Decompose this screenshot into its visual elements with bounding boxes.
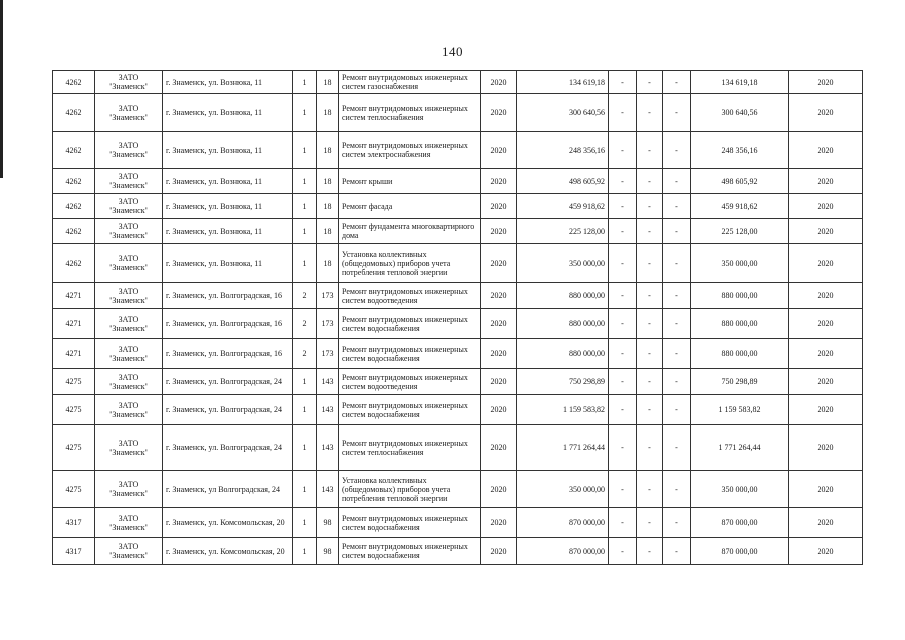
row-dash-1: - <box>609 538 637 565</box>
row-code: 4275 <box>53 395 95 425</box>
municipality-line-2: "Знаменск" <box>109 206 148 215</box>
row-year: 2020 <box>481 369 517 395</box>
municipality-line-1: ЗАТО <box>118 222 139 231</box>
table-row <box>53 425 863 471</box>
row-dash-3: - <box>663 425 691 471</box>
row-year: 2020 <box>481 132 517 169</box>
row-floors: 2 <box>293 283 317 309</box>
row-cost: 750 298,89 <box>517 369 609 395</box>
table-row <box>53 94 863 132</box>
row-work-type: Ремонт внутридомовых инженерных систем электроснабжения <box>339 132 481 169</box>
row-apartments: 18 <box>317 169 339 194</box>
municipality-line-1: ЗАТО <box>118 372 139 382</box>
row-work-type: Ремонт крыши <box>339 169 481 194</box>
row-cost: 459 918,62 <box>517 194 609 219</box>
municipality-line-2: "Знаменск" <box>109 263 148 272</box>
row-work-type: Ремонт внутридомовых инженерных систем водоснабжения <box>339 339 481 369</box>
row-total: 1 771 264,44 <box>691 425 789 471</box>
row-year: 2020 <box>481 309 517 339</box>
row-work-type: Ремонт внутридомовых инженерных систем водоснабжения <box>339 538 481 565</box>
row-total: 350 000,00 <box>691 244 789 283</box>
row-end-year: 2020 <box>789 508 863 538</box>
row-apartments: 18 <box>317 71 339 94</box>
municipality-line-2: "Знаменск" <box>109 551 148 560</box>
row-apartments: 173 <box>317 283 339 309</box>
row-dash-3: - <box>663 194 691 219</box>
row-dash-2: - <box>637 425 663 471</box>
municipality-line-2: "Знаменск" <box>109 82 148 91</box>
row-year: 2020 <box>481 94 517 132</box>
row-code: 4317 <box>53 508 95 538</box>
row-work-type: Ремонт внутридомовых инженерных систем водоснабжения <box>339 309 481 339</box>
row-address: г. Знаменск, ул. Вознюка, 11 <box>163 194 293 219</box>
row-municipality <box>95 425 163 471</box>
row-apartments: 18 <box>317 194 339 219</box>
row-year: 2020 <box>481 169 517 194</box>
table-row <box>53 169 863 194</box>
row-municipality <box>95 194 163 219</box>
row-dash-1: - <box>609 369 637 395</box>
row-dash-2: - <box>637 132 663 169</box>
row-apartments: 143 <box>317 369 339 395</box>
row-address: г. Знаменск, ул. Вознюка, 11 <box>163 169 293 194</box>
municipality-line-1: ЗАТО <box>118 73 139 82</box>
row-end-year: 2020 <box>789 339 863 369</box>
row-cost: 134 619,18 <box>517 71 609 94</box>
row-dash-2: - <box>637 219 663 244</box>
row-apartments: 18 <box>317 244 339 283</box>
row-total: 1 159 583,82 <box>691 395 789 425</box>
row-code: 4262 <box>53 169 95 194</box>
table-row <box>53 395 863 425</box>
row-apartments: 18 <box>317 132 339 169</box>
table-row <box>53 194 863 219</box>
row-cost: 350 000,00 <box>517 244 609 283</box>
row-address: г. Знаменск, ул. Волгоградская, 16 <box>163 309 293 339</box>
row-floors: 1 <box>293 194 317 219</box>
row-municipality <box>95 169 163 194</box>
row-floors: 1 <box>293 369 317 395</box>
municipality-line-1: ЗАТО <box>118 400 139 410</box>
row-address: г. Знаменск, ул Волгоградская, 24 <box>163 471 293 508</box>
row-year: 2020 <box>481 538 517 565</box>
row-cost: 225 128,00 <box>517 219 609 244</box>
row-code: 4262 <box>53 94 95 132</box>
row-municipality <box>95 94 163 132</box>
row-dash-2: - <box>637 194 663 219</box>
table-row <box>53 283 863 309</box>
municipality-line-1: ЗАТО <box>118 480 139 489</box>
row-cost: 870 000,00 <box>517 508 609 538</box>
row-total: 350 000,00 <box>691 471 789 508</box>
municipality-line-1: ЗАТО <box>118 172 139 181</box>
row-cost: 498 605,92 <box>517 169 609 194</box>
row-work-type: Установка коллективных (общедомовых) приборов учета потребления тепловой энергии <box>339 244 481 283</box>
row-end-year: 2020 <box>789 94 863 132</box>
row-dash-1: - <box>609 508 637 538</box>
row-code: 4262 <box>53 219 95 244</box>
row-municipality <box>95 309 163 339</box>
row-address: г. Знаменск, ул. Волгоградская, 24 <box>163 425 293 471</box>
municipality-line-2: "Знаменск" <box>109 353 148 363</box>
row-dash-3: - <box>663 71 691 94</box>
row-total: 459 918,62 <box>691 194 789 219</box>
row-year: 2020 <box>481 471 517 508</box>
table-row <box>53 244 863 283</box>
row-total: 870 000,00 <box>691 508 789 538</box>
row-address: г. Знаменск, ул. Волгоградская, 24 <box>163 369 293 395</box>
row-address: г. Знаменск, ул. Комсомольская, 20 <box>163 538 293 565</box>
row-address: г. Знаменск, ул. Волгоградская, 24 <box>163 395 293 425</box>
row-dash-3: - <box>663 309 691 339</box>
row-dash-2: - <box>637 538 663 565</box>
row-work-type: Ремонт фасада <box>339 194 481 219</box>
row-dash-3: - <box>663 244 691 283</box>
row-cost: 300 640,56 <box>517 94 609 132</box>
row-work-type: Ремонт внутридомовых инженерных систем водоснабжения <box>339 395 481 425</box>
municipality-line-2: "Знаменск" <box>109 323 148 333</box>
row-year: 2020 <box>481 339 517 369</box>
row-address: г. Знаменск, ул. Вознюка, 11 <box>163 132 293 169</box>
row-end-year: 2020 <box>789 369 863 395</box>
row-dash-3: - <box>663 395 691 425</box>
row-address: г. Знаменск, ул. Вознюка, 11 <box>163 71 293 94</box>
row-dash-3: - <box>663 283 691 309</box>
row-dash-3: - <box>663 219 691 244</box>
row-apartments: 173 <box>317 309 339 339</box>
row-dash-1: - <box>609 71 637 94</box>
row-work-type: Ремонт внутридомовых инженерных систем газоснабжения <box>339 71 481 94</box>
row-total: 880 000,00 <box>691 339 789 369</box>
row-dash-1: - <box>609 339 637 369</box>
row-municipality <box>95 538 163 565</box>
municipality-line-2: "Знаменск" <box>109 409 148 419</box>
row-end-year: 2020 <box>789 471 863 508</box>
row-dash-1: - <box>609 395 637 425</box>
table-row <box>53 339 863 369</box>
row-code: 4317 <box>53 538 95 565</box>
row-cost: 1 159 583,82 <box>517 395 609 425</box>
municipality-line-2: "Знаменск" <box>109 447 148 457</box>
row-code: 4275 <box>53 425 95 471</box>
municipality-line-1: ЗАТО <box>118 513 139 523</box>
row-municipality <box>95 283 163 309</box>
row-cost: 880 000,00 <box>517 309 609 339</box>
row-end-year: 2020 <box>789 309 863 339</box>
row-code: 4271 <box>53 339 95 369</box>
row-end-year: 2020 <box>789 538 863 565</box>
row-end-year: 2020 <box>789 244 863 283</box>
row-cost: 880 000,00 <box>517 339 609 369</box>
row-dash-3: - <box>663 339 691 369</box>
row-code: 4262 <box>53 71 95 94</box>
municipality-line-1: ЗАТО <box>118 254 139 263</box>
table-row <box>53 71 863 94</box>
row-floors: 1 <box>293 219 317 244</box>
row-dash-2: - <box>637 395 663 425</box>
table-row <box>53 132 863 169</box>
row-dash-3: - <box>663 169 691 194</box>
row-apartments: 173 <box>317 339 339 369</box>
row-dash-2: - <box>637 283 663 309</box>
row-municipality <box>95 395 163 425</box>
row-apartments: 143 <box>317 425 339 471</box>
row-year: 2020 <box>481 219 517 244</box>
row-code: 4275 <box>53 471 95 508</box>
row-floors: 1 <box>293 244 317 283</box>
row-floors: 1 <box>293 94 317 132</box>
row-dash-2: - <box>637 508 663 538</box>
row-work-type: Ремонт внутридомовых инженерных систем водоснабжения <box>339 508 481 538</box>
row-code: 4262 <box>53 244 95 283</box>
row-dash-1: - <box>609 94 637 132</box>
row-dash-2: - <box>637 309 663 339</box>
scan-edge <box>0 0 3 178</box>
row-year: 2020 <box>481 395 517 425</box>
row-code: 4271 <box>53 283 95 309</box>
row-end-year: 2020 <box>789 169 863 194</box>
row-floors: 1 <box>293 471 317 508</box>
row-address: г. Знаменск, ул. Волгоградская, 16 <box>163 283 293 309</box>
row-apartments: 143 <box>317 395 339 425</box>
row-address: г. Знаменск, ул. Вознюка, 11 <box>163 244 293 283</box>
row-work-type: Установка коллективных (общедомовых) приборов учета потребления тепловой энергии <box>339 471 481 508</box>
row-floors: 1 <box>293 538 317 565</box>
row-end-year: 2020 <box>789 395 863 425</box>
row-dash-2: - <box>637 471 663 508</box>
row-municipality <box>95 219 163 244</box>
row-total: 248 356,16 <box>691 132 789 169</box>
row-floors: 1 <box>293 395 317 425</box>
row-dash-1: - <box>609 244 637 283</box>
row-total: 134 619,18 <box>691 71 789 94</box>
row-floors: 1 <box>293 132 317 169</box>
municipality-line-2: "Знаменск" <box>109 112 148 122</box>
row-municipality <box>95 244 163 283</box>
row-dash-1: - <box>609 471 637 508</box>
row-year: 2020 <box>481 194 517 219</box>
row-dash-3: - <box>663 369 691 395</box>
row-floors: 1 <box>293 425 317 471</box>
row-municipality <box>95 132 163 169</box>
municipality-line-1: ЗАТО <box>118 103 139 113</box>
row-municipality <box>95 71 163 94</box>
row-dash-2: - <box>637 369 663 395</box>
row-dash-2: - <box>637 244 663 283</box>
row-work-type: Ремонт внутридомовых инженерных систем водоотведения <box>339 369 481 395</box>
municipality-line-1: ЗАТО <box>118 542 139 551</box>
row-total: 498 605,92 <box>691 169 789 194</box>
row-address: г. Знаменск, ул. Вознюка, 11 <box>163 219 293 244</box>
municipality-line-1: ЗАТО <box>118 141 139 150</box>
row-year: 2020 <box>481 283 517 309</box>
row-total: 750 298,89 <box>691 369 789 395</box>
row-cost: 248 356,16 <box>517 132 609 169</box>
row-apartments: 18 <box>317 219 339 244</box>
row-code: 4275 <box>53 369 95 395</box>
row-cost: 870 000,00 <box>517 538 609 565</box>
row-floors: 2 <box>293 309 317 339</box>
row-dash-1: - <box>609 283 637 309</box>
row-municipality <box>95 369 163 395</box>
row-cost: 350 000,00 <box>517 471 609 508</box>
row-work-type: Ремонт внутридомовых инженерных систем водоотведения <box>339 283 481 309</box>
row-floors: 1 <box>293 169 317 194</box>
row-address: г. Знаменск, ул. Вознюка, 11 <box>163 94 293 132</box>
row-apartments: 98 <box>317 508 339 538</box>
row-year: 2020 <box>481 244 517 283</box>
municipality-line-1: ЗАТО <box>118 438 139 448</box>
row-dash-3: - <box>663 471 691 508</box>
table-row <box>53 538 863 565</box>
row-dash-2: - <box>637 169 663 194</box>
row-apartments: 143 <box>317 471 339 508</box>
municipality-line-2: "Знаменск" <box>109 522 148 532</box>
row-year: 2020 <box>481 71 517 94</box>
row-year: 2020 <box>481 425 517 471</box>
row-dash-2: - <box>637 94 663 132</box>
municipality-line-2: "Знаменск" <box>109 231 148 240</box>
row-apartments: 18 <box>317 94 339 132</box>
row-apartments: 98 <box>317 538 339 565</box>
row-floors: 2 <box>293 339 317 369</box>
municipality-line-2: "Знаменск" <box>109 150 148 159</box>
municipality-line-2: "Знаменск" <box>109 489 148 498</box>
row-end-year: 2020 <box>789 71 863 94</box>
municipality-line-1: ЗАТО <box>118 286 139 296</box>
municipality-line-1: ЗАТО <box>118 344 139 354</box>
table-row <box>53 369 863 395</box>
row-dash-1: - <box>609 132 637 169</box>
row-work-type: Ремонт внутридомовых инженерных систем теплоснабжения <box>339 425 481 471</box>
row-total: 225 128,00 <box>691 219 789 244</box>
row-municipality <box>95 471 163 508</box>
row-municipality <box>95 508 163 538</box>
row-dash-1: - <box>609 194 637 219</box>
row-end-year: 2020 <box>789 194 863 219</box>
table-row <box>53 219 863 244</box>
table-row <box>53 471 863 508</box>
row-dash-3: - <box>663 538 691 565</box>
row-dash-3: - <box>663 132 691 169</box>
row-dash-2: - <box>637 339 663 369</box>
row-floors: 1 <box>293 71 317 94</box>
row-work-type: Ремонт внутридомовых инженерных систем теплоснабжения <box>339 94 481 132</box>
row-total: 880 000,00 <box>691 309 789 339</box>
row-municipality <box>95 339 163 369</box>
row-address: г. Знаменск, ул. Комсомольская, 20 <box>163 508 293 538</box>
row-dash-1: - <box>609 219 637 244</box>
row-end-year: 2020 <box>789 219 863 244</box>
row-code: 4271 <box>53 309 95 339</box>
municipality-line-2: "Знаменск" <box>109 381 148 391</box>
registry-table <box>52 70 863 565</box>
municipality-line-2: "Знаменск" <box>109 295 148 305</box>
table-body <box>53 71 863 565</box>
row-address: г. Знаменск, ул. Волгоградская, 16 <box>163 339 293 369</box>
row-total: 870 000,00 <box>691 538 789 565</box>
table-row <box>53 309 863 339</box>
row-cost: 880 000,00 <box>517 283 609 309</box>
row-total: 300 640,56 <box>691 94 789 132</box>
table-row <box>53 508 863 538</box>
page-number: 140 <box>442 44 463 59</box>
row-cost: 1 771 264,44 <box>517 425 609 471</box>
row-dash-3: - <box>663 508 691 538</box>
row-dash-2: - <box>637 71 663 94</box>
row-dash-3: - <box>663 94 691 132</box>
municipality-line-1: ЗАТО <box>118 197 139 206</box>
municipality-line-1: ЗАТО <box>118 314 139 324</box>
row-year: 2020 <box>481 508 517 538</box>
row-total: 880 000,00 <box>691 283 789 309</box>
row-code: 4262 <box>53 132 95 169</box>
row-dash-1: - <box>609 309 637 339</box>
municipality-line-2: "Знаменск" <box>109 181 148 190</box>
row-end-year: 2020 <box>789 283 863 309</box>
row-end-year: 2020 <box>789 425 863 471</box>
row-work-type: Ремонт фундамента многоквартирного дома <box>339 219 481 244</box>
row-floors: 1 <box>293 508 317 538</box>
row-dash-1: - <box>609 425 637 471</box>
row-end-year: 2020 <box>789 132 863 169</box>
row-dash-1: - <box>609 169 637 194</box>
row-code: 4262 <box>53 194 95 219</box>
